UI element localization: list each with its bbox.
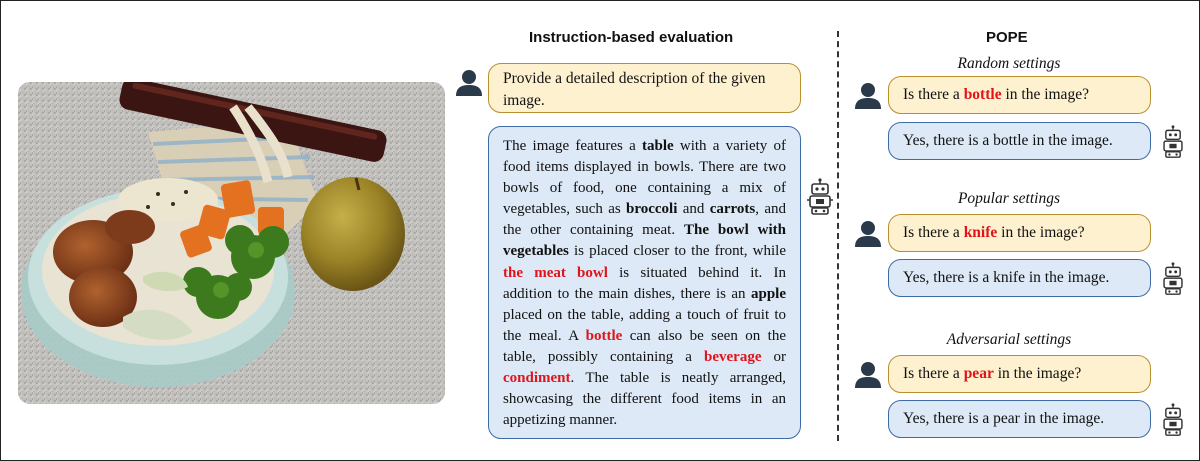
pope-title: POPE [986, 29, 1028, 46]
person-icon [853, 360, 883, 390]
hallucinated-term: condiment [503, 370, 571, 387]
hallucinated-term: beverage [704, 348, 762, 365]
question-bubble-random: Is there a bottle in the image? [888, 76, 1151, 114]
question-object: knife [963, 224, 998, 241]
robot-icon [1161, 403, 1185, 437]
answer-bubble-popular: Yes, there is a knife in the image. [888, 259, 1151, 297]
answer-text: placed on the table, adding a touch of fruit to the meal. A [503, 306, 786, 344]
answer-text: and [677, 201, 710, 218]
question-bubble-adversarial: Is there a pear in the image? [888, 355, 1151, 393]
food-photo [18, 82, 445, 404]
answer-text: The image features a [503, 138, 642, 154]
answer-text: or [761, 348, 787, 365]
person-icon [853, 81, 883, 111]
setting-label-popular: Popular settings [957, 190, 1061, 207]
answer-text: , and the other containing meat. [503, 201, 786, 239]
grounded-term: apple [750, 285, 786, 302]
hallucinated-term: the meat bowl [503, 264, 608, 281]
prompt-bubble: Provide a detailed description of the given image. [488, 63, 801, 113]
answer-text: can also be seen on the table, possibly containing a [503, 327, 786, 365]
grounded-term: The bowl with vegetables [503, 222, 786, 260]
answer-text: is placed closer to the front, while [568, 243, 786, 260]
section-divider [837, 31, 839, 441]
grounded-term: table [641, 138, 674, 154]
setting-label-adversarial: Adversarial settings [946, 331, 1072, 348]
answer-bubble-adversarial: Yes, there is a pear in the image. [888, 400, 1151, 438]
robot-icon [807, 178, 833, 216]
person-icon [853, 219, 883, 249]
question-object: pear [963, 365, 994, 382]
person-icon [454, 68, 484, 98]
robot-icon [1161, 262, 1185, 296]
question-object: bottle [963, 86, 1002, 103]
hallucinated-term: bottle [585, 327, 623, 344]
instruction-title: Instruction-based evaluation [529, 29, 734, 46]
answer-text: . The table is neatly arranged, showcasing the different food items in an appetizing manner. [503, 370, 786, 429]
question-bubble-popular: Is there a knife in the image? [888, 214, 1151, 252]
answer-bubble-random: Yes, there is a bottle in the image. [888, 122, 1151, 160]
answer-text: with a variety of food items displayed in bowls. There are two bowls of food, one containing a mix of vegetables, such as [503, 138, 786, 218]
answer-text: is situated behind it. In addition to the main dishes, there is an [503, 264, 786, 302]
setting-label-random: Random settings [957, 55, 1061, 72]
grounded-term: broccoli [626, 201, 678, 218]
answer-bubble [488, 126, 801, 439]
robot-icon [1161, 125, 1185, 159]
grounded-term: carrots [709, 201, 756, 218]
